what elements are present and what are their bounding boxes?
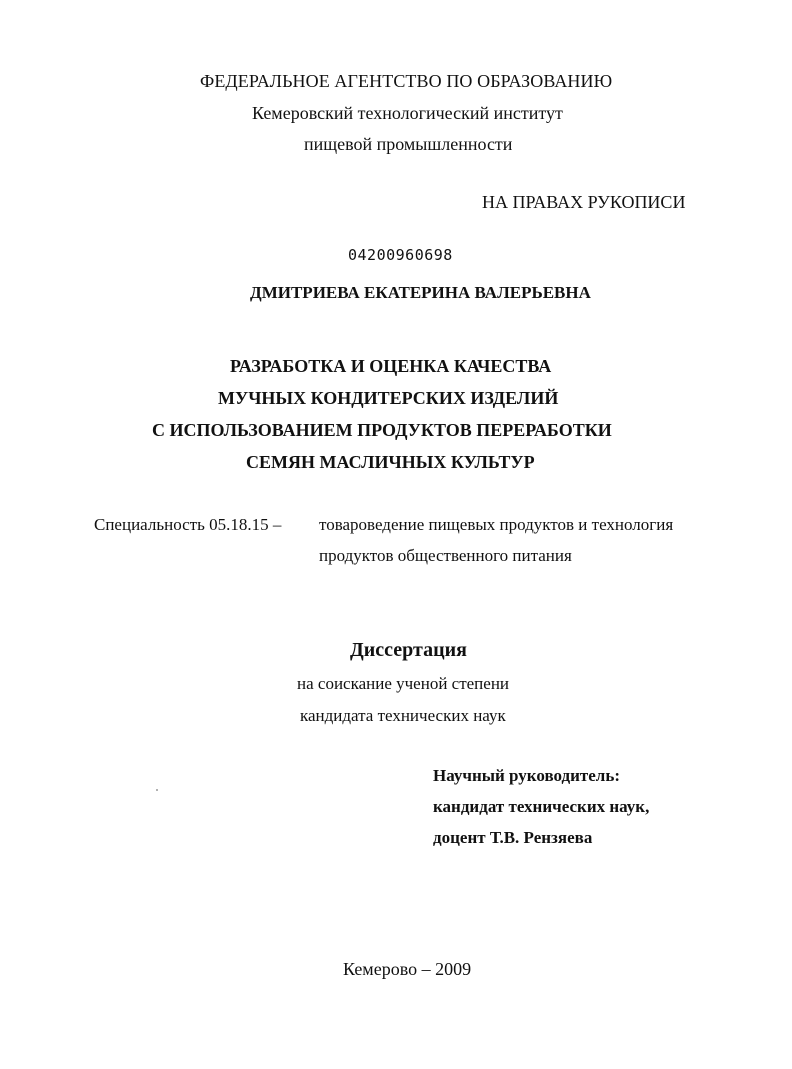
title-line-4: СЕМЯН МАСЛИЧНЫХ КУЛЬТУР [246, 452, 535, 472]
title-line-2: МУЧНЫХ КОНДИТЕРСКИХ ИЗДЕЛИЙ [218, 388, 559, 408]
title-line-3: С ИСПОЛЬЗОВАНИЕМ ПРОДУКТОВ ПЕРЕРАБОТКИ [152, 420, 612, 440]
specialty-label: Специальность 05.18.15 – [94, 515, 282, 534]
author-name: ДМИТРИЕВА ЕКАТЕРИНА ВАЛЕРЬЕВНА [250, 283, 591, 302]
dissertation-subtitle-line2: кандидата технических наук [300, 706, 506, 725]
supervisor-name: доцент Т.В. Рензяева [433, 828, 593, 847]
dissertation-subtitle-line1: на соискание ученой степени [297, 674, 510, 693]
dissertation-heading: Диссертация [350, 639, 467, 661]
institute-name-line1: Кемеровский технологический институт [252, 103, 563, 123]
specialty-description-line1: товароведение пищевых продуктов и технология [319, 515, 674, 534]
scan-speck [156, 789, 158, 791]
agency-name: ФЕДЕРАЛЬНОЕ АГЕНТСТВО ПО ОБРАЗОВАНИЮ [200, 71, 613, 91]
institute-name-line2: пищевой промышленности [304, 134, 513, 154]
city-year: Кемерово – 2009 [343, 959, 472, 979]
rights-notice: НА ПРАВАХ РУКОПИСИ [482, 192, 686, 212]
title-line-1: РАЗРАБОТКА И ОЦЕНКА КАЧЕСТВА [230, 356, 552, 376]
registration-code: 04200960698 [348, 246, 453, 264]
supervisor-label: Научный руководитель: [433, 766, 620, 785]
supervisor-degree: кандидат технических наук, [433, 797, 650, 816]
specialty-description-line2: продуктов общественного питания [319, 546, 572, 565]
